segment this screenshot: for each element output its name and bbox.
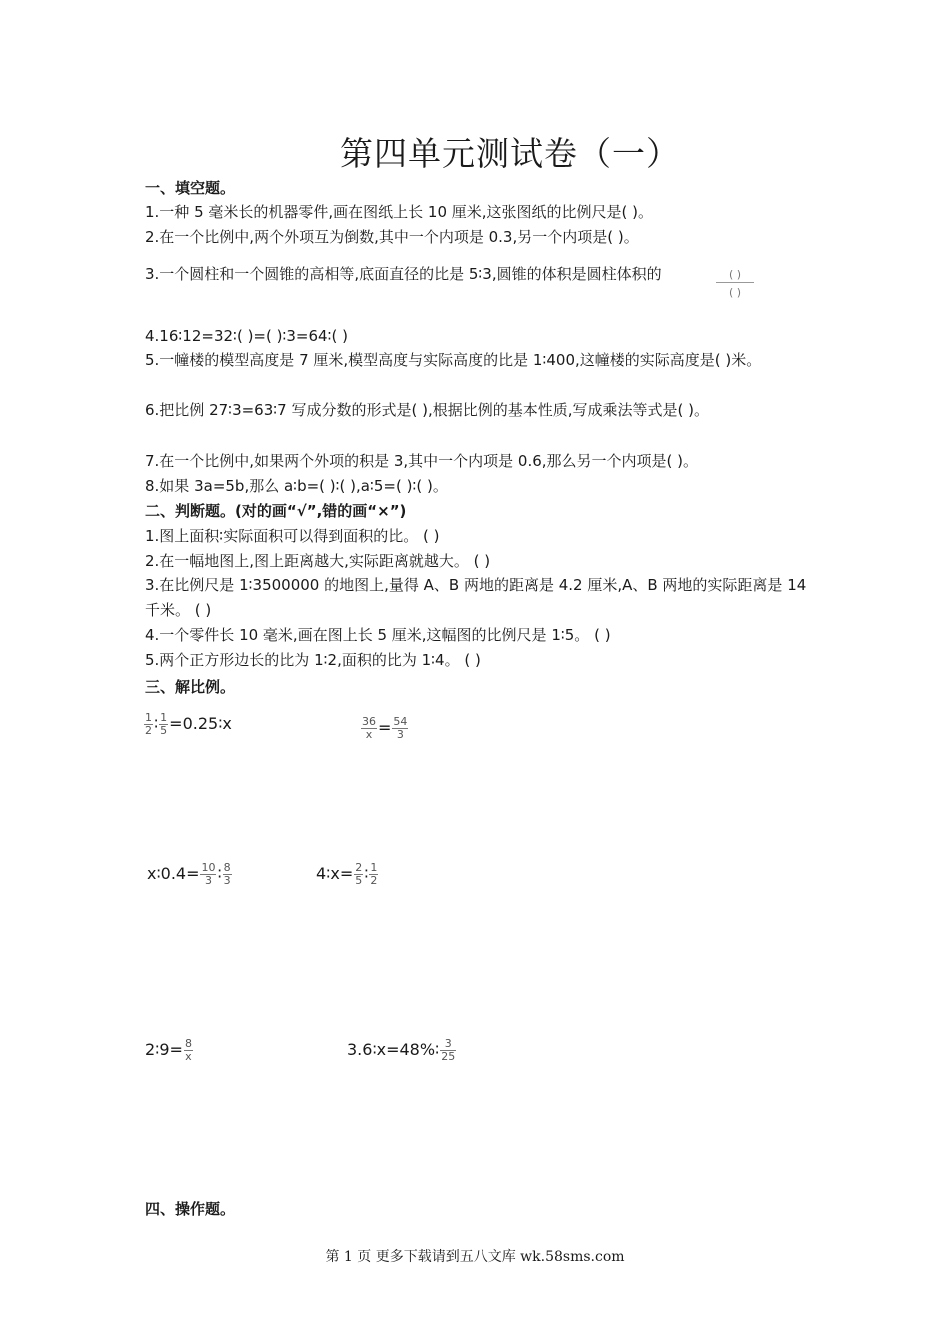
- proportion-2: $\frac{36}{x}$ = $\frac{54}{3}$: [362, 715, 408, 741]
- section-heading-fill-blank: 一、填空题。: [145, 179, 236, 197]
- section-heading-true-false: 二、判断题。(对的画“√”,错的画“×”): [145, 502, 407, 520]
- question-1-8: 8.如果 3a=5b,那么 a∶b=( )∶( ),a∶5=( )∶( )。: [145, 477, 448, 495]
- fraction: $\frac{1}{2}$: [370, 861, 378, 887]
- fraction: $\frac{1}{5}$: [160, 711, 168, 737]
- question-1-7: 7.在一个比例中,如果两个外项的积是 3,其中一个内项是 0.6,那么另一个内项是( )。: [145, 452, 699, 470]
- question-1-1: 1.一种 5 毫米长的机器零件,画在图纸上长 10 厘米,这张图纸的比例尺是( )。: [145, 203, 654, 221]
- blank-denominator: ( ): [728, 286, 742, 299]
- question-2-2: 2.在一幅地图上,图上距离越大,实际距离就越大。 ( ): [145, 552, 491, 570]
- fraction: $\frac{10}{3}$: [201, 861, 216, 887]
- question-2-5: 5.两个正方形边长的比为 1∶2,面积的比为 1∶4。 ( ): [145, 651, 481, 669]
- fraction: $\frac{3}{25}$: [441, 1037, 456, 1063]
- page-title: 第四单元测试卷（一）: [340, 134, 680, 173]
- proportion-6: 3.6∶x=48%∶ $\frac{3}{25}$: [347, 1037, 456, 1063]
- fraction: $\frac{1}{2}$: [145, 711, 152, 737]
- question-1-4: 4.16∶12=32∶( )=( )∶3=64∶( ): [145, 327, 348, 345]
- question-1-6: 6.把比例 27∶3=63∶7 写成分数的形式是( ),根据比例的基本性质,写成乘法等式是( )。: [145, 401, 709, 419]
- fraction: $\frac{54}{3}$: [393, 715, 408, 741]
- fraction: $\frac{36}{x}$: [362, 715, 376, 741]
- proportion-4: 4∶x= $\frac{2}{5}$ ∶ $\frac{1}{2}$: [316, 861, 378, 887]
- blank-fraction: [716, 268, 756, 302]
- proportion-5: 2∶9= $\frac{8}{x}$: [145, 1037, 192, 1063]
- question-2-4: 4.一个零件长 10 毫米,画在图上长 5 厘米,这幅图的比例尺是 1∶5。 ( ): [145, 626, 611, 644]
- blank-numerator: ( ): [716, 268, 754, 283]
- section-heading-operation: 四、操作题。: [145, 1200, 236, 1218]
- question-1-3: 3.一个圆柱和一个圆锥的高相等,底面直径的比是 5∶3,圆锥的体积是圆柱体积的: [145, 265, 662, 283]
- fraction: $\frac{8}{x}$: [184, 1037, 192, 1063]
- fraction: $\frac{2}{5}$: [355, 861, 363, 887]
- question-2-3: 3.在比例尺是 1∶3500000 的地图上,量得 A、B 两地的距离是 4.2 厘米,A、B 两地的实际距离是 14 千米。 ( ): [145, 576, 807, 619]
- section-heading-solve-proportion: 三、解比例。: [145, 678, 236, 696]
- proportion-3: x∶0.4= $\frac{10}{3}$ ∶ $\frac{8}{3}$: [147, 861, 231, 887]
- question-1-5: 5.一幢楼的模型高度是 7 厘米,模型高度与实际高度的比是 1∶400,这幢楼的实际高度是( )米。: [145, 351, 762, 369]
- fraction: $\frac{8}{3}$: [223, 861, 231, 887]
- question-2-1: 1.图上面积∶实际面积可以得到面积的比。 ( ): [145, 527, 440, 545]
- proportion-1: $\frac{1}{2}$ ∶ $\frac{1}{5}$ =0.25∶x: [145, 711, 232, 737]
- question-1-2: 2.在一个比例中,两个外项互为倒数,其中一个内项是 0.3,另一个内项是( )。: [145, 228, 639, 246]
- page-footer: 第 1 页 更多下载请到五八文库 wk.58sms.com: [325, 1249, 625, 1265]
